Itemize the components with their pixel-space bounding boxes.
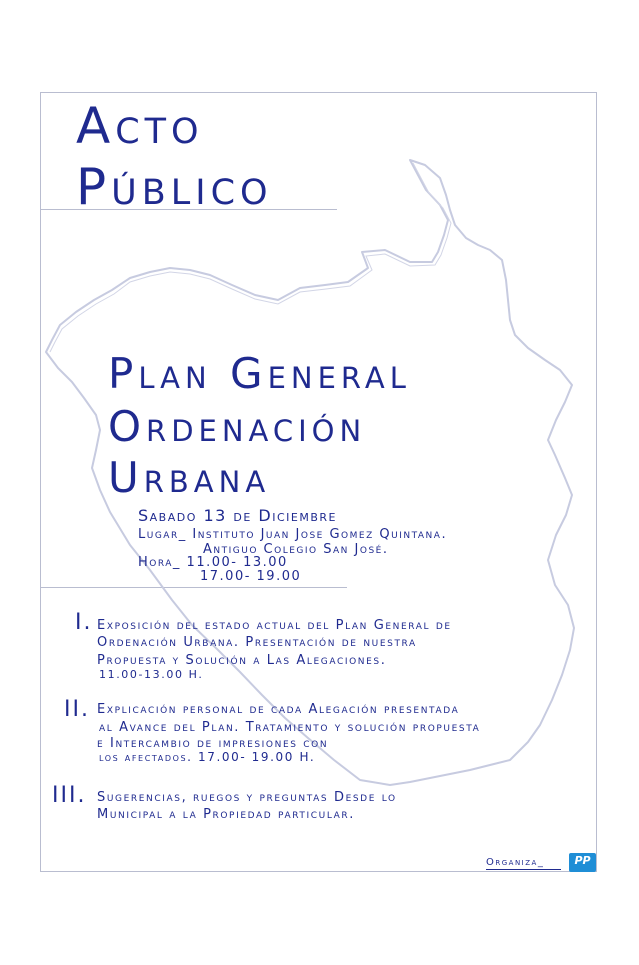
info-rule: [40, 587, 347, 588]
title-line-2: Público: [76, 158, 273, 216]
place-label: Lugar_: [138, 527, 187, 542]
time-value-1: 11.00- 13.00: [186, 555, 288, 570]
item-line: e Intercambio de impresiones con: [97, 736, 329, 751]
item-line: 11.00-13.00 H.: [99, 668, 204, 681]
event-time-2: 17.00- 19.00: [200, 569, 302, 584]
item-number: I.: [75, 610, 93, 635]
item-number: III.: [52, 783, 87, 808]
title-line-1: Acto: [76, 97, 204, 155]
item-line: Explicación personal de cada Alegación presentada: [97, 702, 460, 717]
organiza-label: Organiza_: [486, 857, 545, 868]
item-line: Municipal a la Propiedad particular.: [97, 807, 356, 822]
item-line: al Avance del Plan. Tratamiento y solución propuesta: [99, 720, 481, 735]
item-line: Propuesta y Solución a Las Alegaciones.: [97, 653, 387, 668]
item-line: Sugerencias, ruegos y preguntas Desde lo: [97, 790, 397, 805]
party-logo-text: PP: [574, 854, 591, 867]
item-line: los afectados. 17.00- 19.00 H.: [99, 750, 316, 764]
item-number: II.: [64, 697, 90, 722]
organiza-underline: [486, 869, 561, 870]
plan-line-1: Plan General: [108, 349, 411, 398]
event-time-1: [138, 555, 288, 570]
item-line: Exposición del estado actual del Plan General de: [97, 618, 452, 633]
place-line-1: Instituto Juan Jose Gomez Quintana.: [192, 527, 448, 542]
time-label: Hora_: [138, 555, 181, 570]
plan-line-2: Ordenación: [108, 402, 367, 451]
event-date: Sabado 13 de Diciembre: [138, 506, 337, 525]
party-logo: [569, 853, 596, 872]
event-place: [138, 527, 447, 542]
plan-line-3: Urbana: [108, 453, 271, 502]
place-line-2: Antiguo Colegio San José.: [203, 542, 389, 557]
item-line: Ordenación Urbana. Presentación de nuestra: [97, 635, 417, 650]
